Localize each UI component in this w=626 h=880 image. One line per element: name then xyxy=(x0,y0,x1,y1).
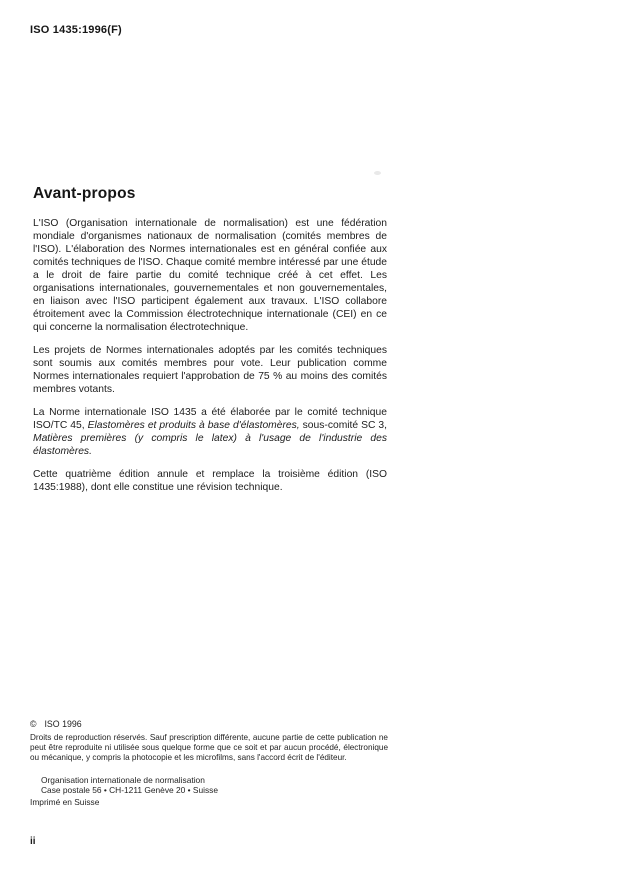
foreword-title: Avant-propos xyxy=(33,185,136,202)
page-number: ii xyxy=(30,836,36,847)
rights-notice: Droits de reproduction réservés. Sauf prescription différente, aucune partie de cette publication ne peut être reproduite ni utilisée sous quelque forme que ce soit et par aucun procédé, électronique ou mécanique, y compris la photocopie et les microfilms, sans l'accord écrit de l'éditeur. xyxy=(30,733,388,762)
publisher-address: Case postale 56 • CH-1211 Genève 20 • Suisse xyxy=(41,785,219,795)
foreword-paragraph-3: La Norme internationale ISO 1435 a été élaborée par le comité technique ISO/TC 45, Elastomères et produits à base d'élastomères, sous-comité SC 3, Matières premières (y compris le latex) à l'usage de l'industrie des élastomères. xyxy=(33,407,387,457)
publisher-name: Organisation internationale de normalisation xyxy=(41,775,205,785)
copyright-text: ISO 1996 xyxy=(44,719,82,729)
scan-artifact xyxy=(374,171,381,175)
foreword-paragraph-1: L'ISO (Organisation internationale de normalisation) est une fédération mondiale d'organismes nationaux de normalisation (comités membres de l'ISO). L'élaboration des Normes internationales est en général confiée aux comités techniques de l'ISO. Chaque comité membre intéressé par une étude a le droit de faire partie du comité technique créé à cet effet. Les organisations internationales, gouvernementales et non gouvernementales, en liaison avec l'ISO participent également aux travaux. L'ISO collabore étroitement avec la Commission électrotechnique internationale (CEI) en ce qui concerne la normalisation électrotechnique. xyxy=(33,218,387,333)
standard-reference-header: ISO 1435:1996(F) xyxy=(30,24,122,36)
foreword-paragraph-2: Les projets de Normes internationales adoptés par les comités techniques sont soumis aux comités membres pour vote. Leur publication comme Normes internationales requiert l'approbation de 75 % au moins des comités membres votants. xyxy=(33,345,387,395)
printed-in-notice: Imprimé en Suisse xyxy=(30,797,100,807)
copyright-line xyxy=(30,719,82,729)
foreword-paragraph-4: Cette quatrième édition annule et remplace la troisième édition (ISO 1435:1988), dont elle constitue une révision technique. xyxy=(33,469,387,493)
copyright-symbol-icon: © xyxy=(30,719,37,729)
foreword-body xyxy=(33,217,387,504)
